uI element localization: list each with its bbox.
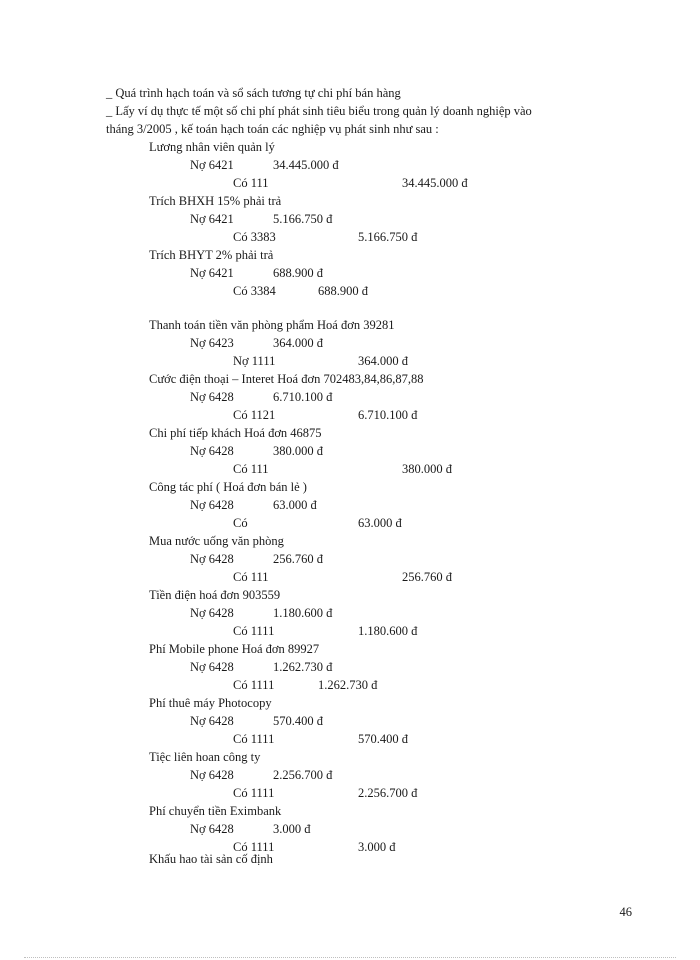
debit-account: Nợ 6428 <box>190 660 234 674</box>
entry-title-depreciation: Khấu hao tài sản cố định <box>149 852 273 866</box>
credit-amount: 3.000 đ <box>358 840 396 854</box>
credit-amount: 34.445.000 đ <box>402 176 468 190</box>
debit-amount: 2.256.700 đ <box>273 768 333 782</box>
debit-account: Nợ 6421 <box>190 212 234 226</box>
credit-amount: 688.900 đ <box>318 284 368 298</box>
credit-account: Có 111 <box>233 462 269 476</box>
debit-account: Nợ 6428 <box>190 606 234 620</box>
debit-amount: 63.000 đ <box>273 498 317 512</box>
credit-amount: 380.000 đ <box>402 462 452 476</box>
credit-amount: 570.400 đ <box>358 732 408 746</box>
debit-account: Nợ 6428 <box>190 444 234 458</box>
entry-title: Phí Mobile phone Hoá đơn 89927 <box>149 642 320 656</box>
debit-amount: 1.262.730 đ <box>273 660 333 674</box>
debit-amount: 688.900 đ <box>273 266 323 280</box>
entry-title: Chi phí tiếp khách Hoá đơn 46875 <box>149 426 322 440</box>
entry-title: Phí chuyển tiền Eximbank <box>149 804 282 818</box>
debit-amount: 3.000 đ <box>273 822 311 836</box>
credit-account: Có 1121 <box>233 408 276 422</box>
entry-title: Tiền điện hoá đơn 903559 <box>149 588 281 602</box>
entry-title: Thanh toán tiền văn phòng phẩm Hoá đơn 39281 <box>149 318 395 332</box>
entry-title: Trích BHXH 15% phải trả <box>149 194 282 208</box>
debit-account: Nợ 6428 <box>190 498 234 512</box>
debit-amount: 570.400 đ <box>273 714 323 728</box>
debit-amount: 364.000 đ <box>273 336 323 350</box>
entry-title: Tiệc liên hoan công ty <box>149 750 261 764</box>
page-number: 46 <box>619 905 632 919</box>
credit-account: Có 1111 <box>233 732 275 746</box>
debit-account: Nợ 6421 <box>190 266 234 280</box>
debit-amount: 380.000 đ <box>273 444 323 458</box>
credit-account: Có 3383 <box>233 230 276 244</box>
credit-account: Có 1111 <box>233 786 275 800</box>
intro-line-2: _ Lấy ví dụ thực tế một số chi phí phát sinh tiêu biểu trong quản lý doanh nghiệp vào <box>106 104 532 118</box>
credit-account: Có 1111 <box>233 840 275 854</box>
debit-account: Nợ 6428 <box>190 822 234 836</box>
credit-amount: 63.000 đ <box>358 516 402 530</box>
credit-account: Có 1111 <box>233 624 275 638</box>
debit-amount: 1.180.600 đ <box>273 606 333 620</box>
credit-account: Có 3384 <box>233 284 276 298</box>
entry-title: Phí thuê máy Photocopy <box>149 696 272 710</box>
credit-account: Có 111 <box>233 570 269 584</box>
entry-title: Cước điện thoại – Interet Hoá đơn 702483,84,86,87,88 <box>149 372 424 386</box>
entry-title: Trích BHYT 2% phải trả <box>149 248 274 262</box>
credit-amount: 6.710.100 đ <box>358 408 418 422</box>
credit-amount: 256.760 đ <box>402 570 452 584</box>
debit-amount: 5.166.750 đ <box>273 212 333 226</box>
credit-amount: 2.256.700 đ <box>358 786 418 800</box>
debit-account: Nợ 6428 <box>190 768 234 782</box>
debit-amount: 6.710.100 đ <box>273 390 333 404</box>
debit-amount: 34.445.000 đ <box>273 158 339 172</box>
credit-account: Có 1111 <box>233 678 275 692</box>
credit-account: Có 111 <box>233 176 269 190</box>
intro-line-3: tháng 3/2005 , kế toán hạch toán các nghiệp vụ phát sinh như sau : <box>106 122 439 136</box>
footer-divider <box>24 957 676 958</box>
credit-account: Nợ 1111 <box>233 354 276 368</box>
debit-account: Nợ 6428 <box>190 714 234 728</box>
debit-account: Nợ 6428 <box>190 390 234 404</box>
credit-account: Có <box>233 516 248 530</box>
entry-title: Mua nước uống văn phòng <box>149 534 284 548</box>
entry-title: Lương nhân viên quản lý <box>149 140 275 154</box>
debit-amount: 256.760 đ <box>273 552 323 566</box>
credit-amount: 1.262.730 đ <box>318 678 378 692</box>
credit-amount: 364.000 đ <box>358 354 408 368</box>
debit-account: Nợ 6423 <box>190 336 234 350</box>
credit-amount: 1.180.600 đ <box>358 624 418 638</box>
debit-account: Nợ 6428 <box>190 552 234 566</box>
debit-account: Nợ 6421 <box>190 158 234 172</box>
intro-line-1: _ Quá trình hạch toán và sổ sách tương tự chi phí bán hàng <box>106 86 401 100</box>
credit-amount: 5.166.750 đ <box>358 230 418 244</box>
entry-title: Công tác phí ( Hoá đơn bán lẻ ) <box>149 480 307 494</box>
